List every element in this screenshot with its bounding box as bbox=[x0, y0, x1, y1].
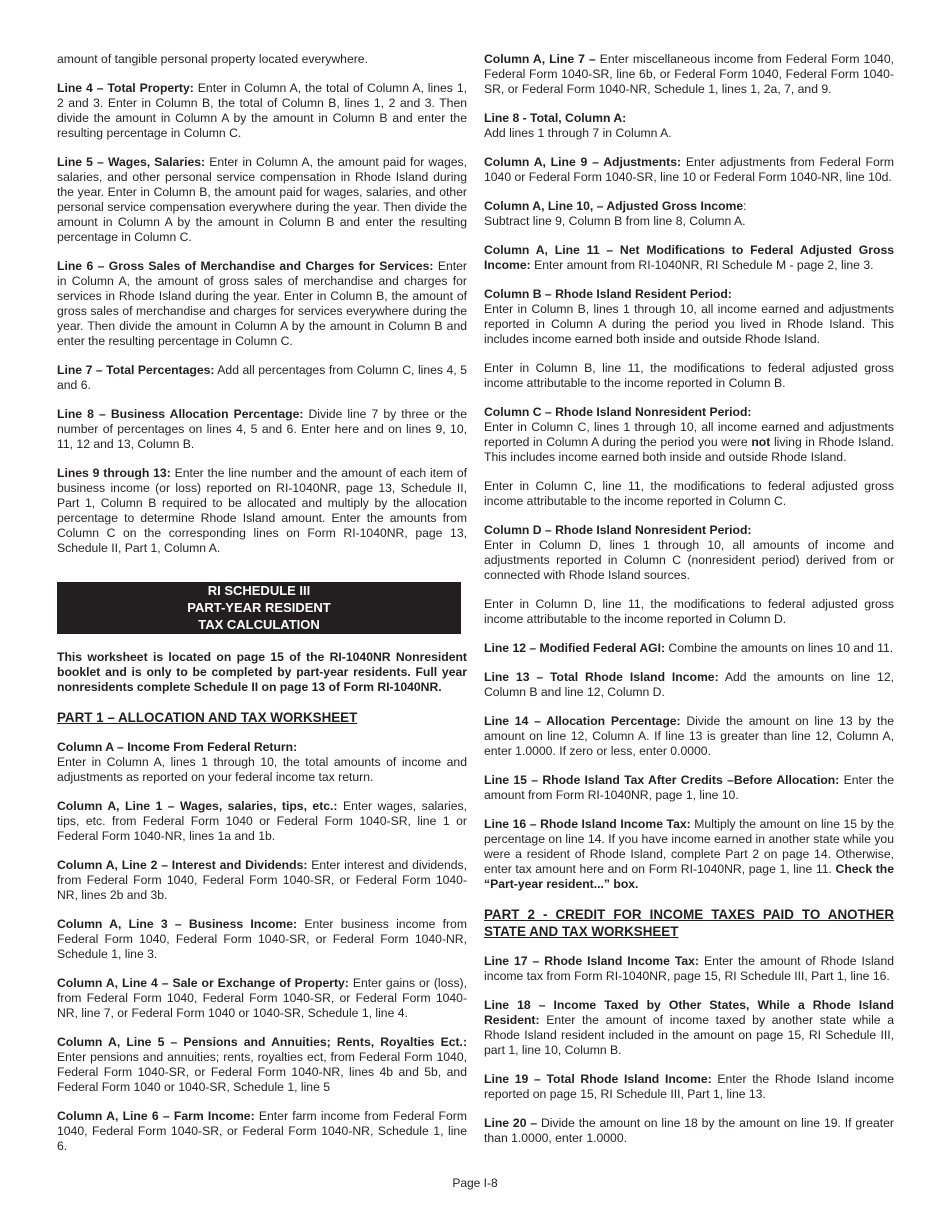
column-c-not: not bbox=[751, 435, 771, 449]
line-7-title: Line 7 – Total Percentages: bbox=[57, 363, 215, 377]
col-a-line-2-paragraph bbox=[57, 858, 467, 903]
lines-9-13-body: Enter the line number and the amount of each item of business income (or loss) reported on RI-1040NR, page 13, Schedule II, Part 1, Column B required to be allocated and multiply by the allocation percentage to determine Rhode Island amount. Enter the amounts from Column C on the corresponding lines on Form RI-1040NR, page 13, Schedule II, Part 1, Column A. bbox=[57, 466, 467, 555]
line-4-body: Enter in Column A, the total of Column A, lines 1, 2 and 3. Enter in Column B, the total of Column B, lines 1, 2 and 3. Then divide the amount in Column A by the amount in Column B and enter the resulting percentage in Column C. bbox=[57, 81, 467, 140]
line-8-paragraph bbox=[57, 407, 467, 452]
line-12-title: Line 12 – Modified Federal AGI: bbox=[484, 641, 666, 655]
line-15-title: Line 15 – Rhode Island Tax After Credits –Before Allocation: bbox=[484, 773, 840, 787]
worksheet-notice: This worksheet is located on page 15 of the RI-1040NR Nonresident booklet and is only to be completed by part-year residents. Full year nonresidents complete Schedule II on page 13 of Form RI-1040NR. bbox=[57, 650, 467, 694]
col-a-line-1-paragraph bbox=[57, 799, 467, 844]
col-a-line-5-title: Column A, Line 5 – Pensions and Annuities; Rents, Royalties Ect.: bbox=[57, 1035, 467, 1049]
line-14-title: Line 14 – Allocation Percentage: bbox=[484, 714, 681, 728]
col-a-line-10-colon: : bbox=[743, 199, 747, 213]
col-a-line-11-body: Enter amount from RI-1040NR, RI Schedule M - page 2, line 3. bbox=[530, 258, 874, 272]
line-6-body: Enter in Column A, the amount of gross sales of merchandise and charges for services in Rhode Island during the year. Enter in Column B, the amount of gross sales of merchandise and charges for services everywhere during the year. Then divide the amount in Column A by the amount in Column B and enter the resulting percentage in Column C. bbox=[57, 259, 467, 348]
col-a-line-10-title: Column A, Line 10, – Adjusted Gross Income bbox=[484, 199, 744, 213]
line-19-title: Line 19 – Total Rhode Island Income: bbox=[484, 1072, 712, 1086]
banner-line-1: RI SCHEDULE III bbox=[207, 583, 311, 598]
banner-line-2: PART-YEAR RESIDENT bbox=[187, 600, 331, 615]
line-20-title: Line 20 – bbox=[484, 1116, 538, 1130]
line-6-title: Line 6 – Gross Sales of Merchandise and Charges for Services: bbox=[57, 259, 434, 273]
lines-9-13-paragraph bbox=[57, 466, 467, 556]
line-7-paragraph bbox=[57, 363, 467, 393]
col-a-line-11-paragraph bbox=[484, 243, 894, 273]
line-16-paragraph bbox=[484, 817, 894, 892]
line-18-body: Enter the amount of income taxed by another state while a Rhode Island resident included in the amount on page 15, RI Schedule III, part 1, line 10, Column B. bbox=[484, 1013, 894, 1057]
col-a-line-9-paragraph bbox=[484, 155, 894, 185]
col-a-line-3-body: Enter business income from Federal Form 1040, Federal Form 1040-SR, or Federal Form 1040-NR, Schedule 1, line 3. bbox=[57, 917, 467, 961]
line-16-title: Line 16 – Rhode Island Income Tax: bbox=[484, 817, 691, 831]
line-6-paragraph bbox=[57, 259, 467, 349]
col-a-line-1-title: Column A, Line 1 – Wages, salaries, tips, etc.: bbox=[57, 799, 338, 813]
line-12-paragraph bbox=[484, 641, 894, 656]
line-15-body: Enter the amount from Form RI-1040NR, page 1, line 10. bbox=[484, 773, 894, 802]
line-7-body: Add all percentages from Column C, lines 4, 5 and 6. bbox=[57, 363, 467, 392]
part-1-heading: PART 1 – ALLOCATION AND TAX WORKSHEET bbox=[57, 710, 358, 725]
col-a-line-7-title: Column A, Line 7 – bbox=[484, 52, 596, 66]
line-12-body: Combine the amounts on lines 10 and 11. bbox=[665, 641, 894, 655]
column-d-title: Column D – Rhode Island Nonresident Period: bbox=[484, 523, 752, 537]
page-number: Page I-8 bbox=[452, 1176, 498, 1190]
line-13-paragraph bbox=[484, 670, 894, 700]
lines-9-13-title: Lines 9 through 13: bbox=[57, 466, 171, 480]
part-2-heading: PART 2 - CREDIT FOR INCOME TAXES PAID TO ANOTHER STATE AND TAX WORKSHEET bbox=[484, 907, 894, 939]
line-19-body: Enter the Rhode Island income reported on page 15, RI Schedule III, Part 1, line 13. bbox=[484, 1072, 894, 1101]
column-a-title: Column A – Income From Federal Return: bbox=[57, 740, 298, 754]
col-a-line-9-title: Column A, Line 9 – Adjustments: bbox=[484, 155, 682, 169]
column-b-paragraph bbox=[484, 287, 894, 347]
intro-text: amount of tangible personal property located everywhere. bbox=[57, 52, 368, 66]
line-5-body: Enter in Column A, the amount paid for wages, salaries, and other personal service compensation in Rhode Island during the year. Enter in Column B, the amount paid for wages, salaries, and other personal service compensation everywhere during the year. Then divide the amount in Column A by the amount in Column B and enter the resulting percentage in Column C. bbox=[57, 155, 468, 244]
col-a-line-2-body: Enter interest and dividends, from Federal Form 1040, Federal Form 1040-SR, or Federal Form 1040-NR, lines 2b and 3b. bbox=[57, 858, 467, 902]
column-a-body: Enter in Column A, lines 1 through 10, the total amounts of income and adjustments as reported on your federal income tax return. bbox=[57, 755, 467, 784]
column-c-paragraph bbox=[484, 405, 894, 465]
right-column bbox=[484, 52, 894, 1160]
left-column bbox=[57, 52, 467, 1168]
column-b-title: Column B – Rhode Island Resident Period: bbox=[484, 287, 732, 301]
line-17-body: Enter the amount of Rhode Island income tax from Form RI-1040NR, page 15, RI Schedule III, Part 1, line 16. bbox=[484, 954, 894, 983]
line-8-body: Divide line 7 by three or the number of percentages on lines 4, 5 and 6. Enter here and on lines 9, 10, 11, 12 and 13, Column B. bbox=[57, 407, 467, 451]
line-4-paragraph bbox=[57, 81, 467, 141]
line-5-paragraph bbox=[57, 155, 467, 245]
col-a-line-4-title: Column A, Line 4 – Sale or Exchange of Property: bbox=[57, 976, 349, 990]
col-a-line-3-title: Column A, Line 3 – Business Income: bbox=[57, 917, 298, 931]
line-20-paragraph bbox=[484, 1116, 894, 1146]
column-c-body-1: Enter in Column C, lines 1 through 10, all income earned and adjustments reported in Column A during the period you were bbox=[484, 420, 894, 449]
column-c-title: Column C – Rhode Island Nonresident Period: bbox=[484, 405, 752, 419]
col-a-line-4-paragraph bbox=[57, 976, 467, 1021]
col-a-line-6-body: Enter farm income from Federal Form 1040, Federal Form 1040-SR, or Federal Form 1040-NR, Schedule 1, line 6. bbox=[57, 1109, 467, 1153]
line-4-title: Line 4 – Total Property: bbox=[57, 81, 194, 95]
col-a-line-1-body: Enter wages, salaries, tips, etc. from Federal Form 1040 or Federal Form 1040-SR, line 1 or Federal Form 1040-NR, lines 1a and 1b. bbox=[57, 799, 467, 843]
column-b-line-11: Enter in Column B, line 11, the modifications to federal adjusted gross income attributable to the income reported in Column B. bbox=[484, 361, 894, 390]
line-13-body: Add the amounts on line 12, Column B and line 12, Column D. bbox=[484, 670, 894, 699]
col-a-line-9-body: Enter adjustments from Federal Form 1040 or Federal Form 1040-SR, line 10 or Federal Form 1040-NR, line 10d. bbox=[484, 155, 894, 184]
col-a-line-2-title: Column A, Line 2 – Interest and Dividends: bbox=[57, 858, 308, 872]
line-15-paragraph bbox=[484, 773, 894, 803]
banner-line-3: TAX CALCULATION bbox=[198, 617, 320, 632]
line-18-paragraph bbox=[484, 998, 894, 1058]
col-a-line-11-title: Column A, Line 11 – Net Modifications to Federal Adjusted Gross Income: bbox=[484, 243, 894, 272]
line-5-title: Line 5 – Wages, Salaries: bbox=[57, 155, 206, 169]
line-18-title: Line 18 – Income Taxed by Other States, While a Rhode Island Resident: bbox=[484, 998, 894, 1027]
line-17-title: Line 17 – Rhode Island Income Tax: bbox=[484, 954, 700, 968]
column-c-body-2: living in Rhode Island. This includes income earned both inside and outside Rhode Island. bbox=[484, 435, 895, 464]
line-17-paragraph bbox=[484, 954, 894, 984]
schedule-iii-banner bbox=[57, 582, 461, 634]
column-d-paragraph bbox=[484, 523, 894, 583]
line-8-total-body: Add lines 1 through 7 in Column A. bbox=[484, 126, 672, 140]
line-13-title: Line 13 – Total Rhode Island Income: bbox=[484, 670, 719, 684]
col-a-line-5-paragraph bbox=[57, 1035, 467, 1095]
col-a-line-6-title: Column A, Line 6 – Farm Income: bbox=[57, 1109, 255, 1123]
col-a-line-7-body: Enter miscellaneous income from Federal Form 1040, Federal Form 1040-SR, line 6b, or Federal Form 1040, Federal Form 1040-SR, or Federal Form 1040-NR, Schedule 1, lines 1, 2a, 7, and 9. bbox=[484, 52, 894, 96]
line-19-paragraph bbox=[484, 1072, 894, 1102]
col-a-line-3-paragraph bbox=[57, 917, 467, 962]
line-8-total-title: Line 8 - Total, Column A: bbox=[484, 111, 627, 125]
col-a-line-4-body: Enter gains or (loss), from Federal Form 1040, Federal Form 1040-SR, or Federal Form 1040-NR, line 7, or Federal Form 1040 or 1040-SR, Schedule 1, line 4. bbox=[57, 976, 467, 1020]
line-14-body: Divide the amount on line 13 by the amount on line 12, Column A. If line 13 is greater than line 12, Column A, enter 1.0000. If zero or less, enter 0.0000. bbox=[484, 714, 894, 758]
line-16-body: Multiply the amount on line 15 by the percentage on line 14. If you have income earned in another state while you were a resident of Rhode Island, complete Part 2 on page 14. Otherwise, enter tax amount here and on Form RI-1040NR, page 1, line 11. bbox=[484, 817, 894, 876]
col-a-line-10-paragraph bbox=[484, 199, 894, 229]
col-a-line-5-body: Enter pensions and annuities; rents, royalties ect, from Federal Form 1040, Federal Form 1040-SR, or Federal Form 1040-NR, lines 4b and 5b, and Federal Form 1040 or 1040-SR, Schedule 1, line 5 bbox=[57, 1050, 467, 1094]
column-d-body: Enter in Column D, lines 1 through 10, all amounts of income and adjustments reported in Column C (nonresident period) derived from or connected with Rhode Island sources. bbox=[484, 538, 894, 582]
line-8-title: Line 8 – Business Allocation Percentage: bbox=[57, 407, 304, 421]
column-b-body: Enter in Column B, lines 1 through 10, all income earned and adjustments reported in Column A during the period you lived in Rhode Island. This includes income earned both inside and outside Rhode Island. bbox=[484, 302, 894, 346]
column-c-line-11: Enter in Column C, line 11, the modifications to federal adjusted gross income attributable to the income reported in Column C. bbox=[484, 479, 894, 508]
col-a-line-6-paragraph bbox=[57, 1109, 467, 1154]
line-20-body: Divide the amount on line 18 by the amount on line 19. If greater than 1.0000, enter 1.0000. bbox=[484, 1116, 894, 1145]
col-a-line-10-body: Subtract line 9, Column B from line 8, Column A. bbox=[484, 214, 746, 228]
line-16-check-note: Check the “Part-year resident...” box. bbox=[484, 862, 895, 891]
line-14-paragraph bbox=[484, 714, 894, 759]
column-a-paragraph bbox=[57, 740, 467, 785]
col-a-line-7-paragraph bbox=[484, 52, 894, 97]
column-d-line-11: Enter in Column D, line 11, the modifications to federal adjusted gross income attributable to the income reported in Column D. bbox=[484, 597, 894, 626]
line-8-total-paragraph bbox=[484, 111, 894, 141]
